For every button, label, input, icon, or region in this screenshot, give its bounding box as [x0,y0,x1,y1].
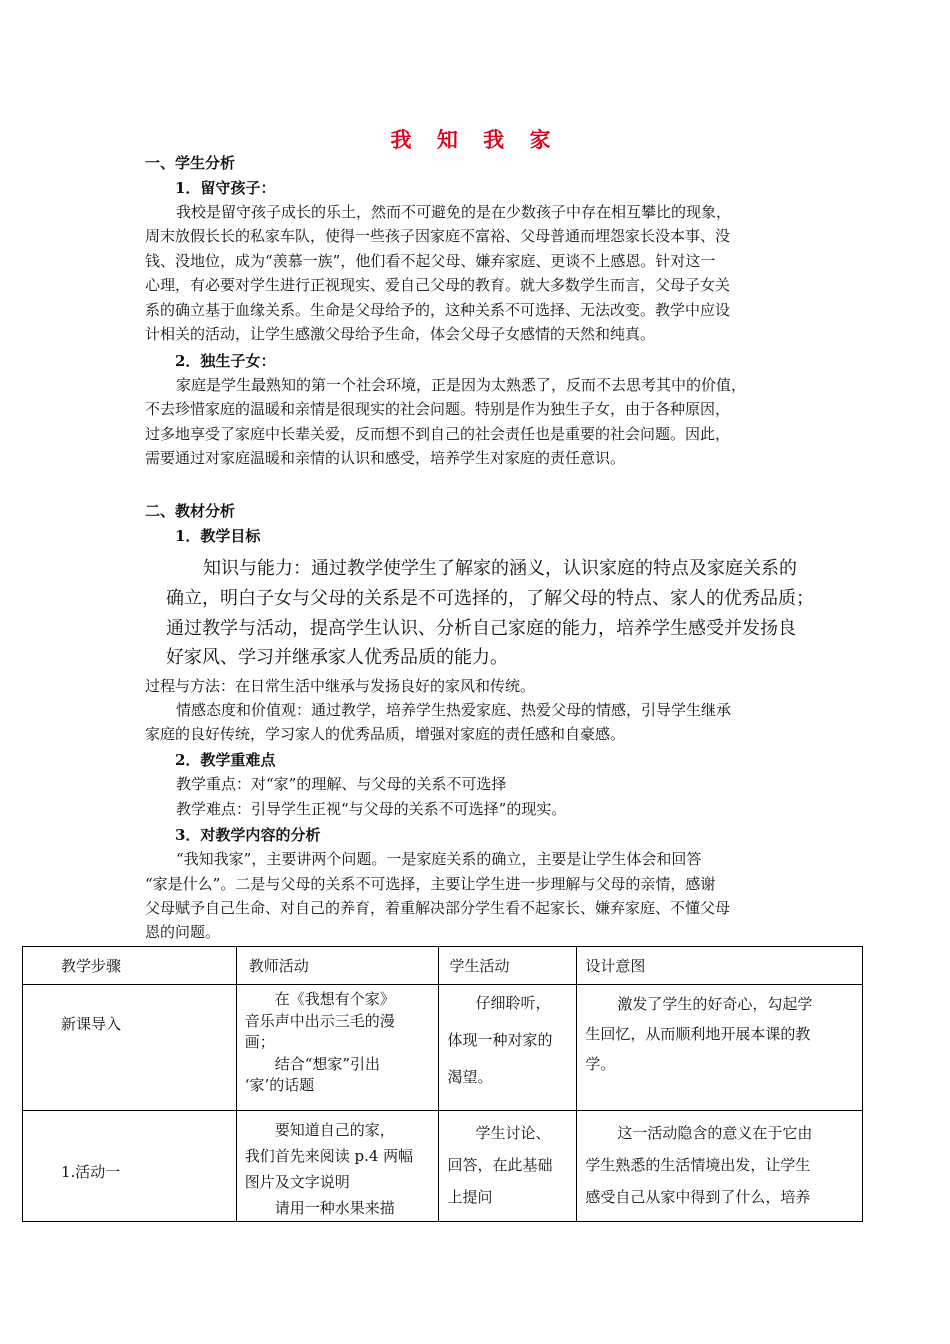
emotion-line: 情感态度和价值观：通过教学，培养学生热爱家庭、热爱父母的情感，引导学生继承 [176,701,732,719]
goal-line: 好家风、学习并继承家人优秀品质的能力。 [166,647,508,668]
table-row [23,1111,863,1222]
paragraph-line: 需要通过对家庭温暖和亲情的认识和感受，培养学生对家庭的责任意识。 [145,449,626,467]
teacher-activity-cell: 在《我想有个家》 音乐声中出示三毛的漫 画； 结合“想家”引出 ‘家’的话题 [236,985,439,1111]
paragraph-line: 系的确立基于血缘关系。生命是父母给予的，这种关系不可选择、无法改变。教学中应设 [145,301,731,319]
header-cell: 教学步骤 [23,947,237,985]
section-heading-student-analysis: 一、学生分析 [145,154,236,172]
paragraph-line: 我校是留守孩子成长的乐土，然而不可避免的是在少数孩子中存在相互攀比的现象， [176,203,732,221]
teaching-steps-table [22,946,863,1222]
page-title: 我 知 我 家 [390,127,560,152]
subheading-key-difficult-points: 2．教学重难点 [175,751,276,769]
table-row [23,985,863,1111]
header-cell: 学生活动 [439,947,577,985]
header-cell: 设计意图 [577,947,863,985]
subheading-content-analysis: 3．对教学内容的分析 [175,826,321,844]
emotion-line: 家庭的良好传统，学习家人的优秀品质，增强对家庭的责任感和自豪感。 [145,725,626,743]
paragraph-line: 过多地享受了家庭中长辈关爱，反而想不到自己的社会责任也是重要的社会问题。因此， [145,425,731,443]
key-point-line: 教学重点：对“家”的理解、与父母的关系不可选择 [176,775,507,793]
paragraph-line: “我知我家”，主要讲两个问题。一是家庭关系的确立，主要是让学生体会和回答 [176,850,702,868]
paragraph-line: 家庭是学生最熟知的第一个社会环境，正是因为太熟悉了，反而不去思考其中的价值， [176,376,747,394]
paragraph-line: 恩的问题。 [145,923,221,941]
step-cell: 1.活动一 [23,1111,237,1222]
subheading-teaching-goals: 1．教学目标 [175,527,261,545]
paragraph-line: 计相关的活动，让学生感激父母给予生命，体会父母子女感情的天然和纯真。 [145,325,656,343]
goal-line: 确立，明白子女与父母的关系是不可选择的，了解父母的特点、家人的优秀品质； [166,588,814,609]
paragraph-line: 周末放假长长的私家车队，使得一些孩子因家庭不富裕、父母普通而埋怨家长没本事、没 [145,227,731,245]
goal-line: 通过教学与活动，提高学生认识、分析自己家庭的能力，培养学生感受并发扬良 [166,618,796,639]
process-method-line: 过程与方法：在日常生活中继承与发扬良好的家风和传统。 [145,677,536,695]
goal-line: 知识与能力：通过教学使学生了解家的涵义，认识家庭的特点及家庭关系的 [203,558,797,579]
table-header-row [23,947,863,985]
paragraph-line: “家是什么”。二是与父母的关系不可选择，主要让学生进一步理解与父母的亲情，感谢 [145,875,716,893]
subheading-only-children: 2．独生子女： [175,352,276,370]
header-cell: 教师活动 [236,947,439,985]
paragraph-line: 心理，有必要对学生进行正视现实、爱自己父母的教育。就大多数学生而言，父母子女关 [145,276,731,294]
paragraph-line: 钱、没地位，成为“羡慕一族”，他们看不起父母、嫌弃家庭、更谈不上感恩。针对这一 [145,252,716,270]
section-heading-textbook-analysis: 二、教材分析 [145,502,236,520]
teacher-activity-cell: 要知道自己的家， 我们首先来阅读 p.4 两幅 图片及文字说明 请用一种水果来描 [236,1111,439,1222]
difficult-point-line: 教学难点：引导学生正视“与父母的关系不可选择”的现实。 [176,800,567,818]
design-intent-cell: 这一活动隐含的意义在于它由 学生熟悉的生活情境出发，让学生 感受自己从家中得到了什么，培养 [577,1111,863,1222]
paragraph-line: 不去珍惜家庭的温暖和亲情是很现实的社会问题。特别是作为独生子女，由于各种原因， [145,400,731,418]
design-intent-cell: 激发了学生的好奇心，勾起学 生回忆，从而顺利地开展本课的教 学。 [577,985,863,1111]
student-activity-cell: 学生讨论、 回答，在此基础 上提问 [439,1111,577,1222]
student-activity-cell: 仔细聆听， 体现一种对家的 渴望。 [439,985,577,1111]
paragraph-line: 父母赋予自己生命、对自己的养育，着重解决部分学生看不起家长、嫌弃家庭、不懂父母 [145,899,731,917]
step-cell: 新课导入 [23,985,237,1111]
subheading-left-behind-children: 1．留守孩子： [175,179,276,197]
